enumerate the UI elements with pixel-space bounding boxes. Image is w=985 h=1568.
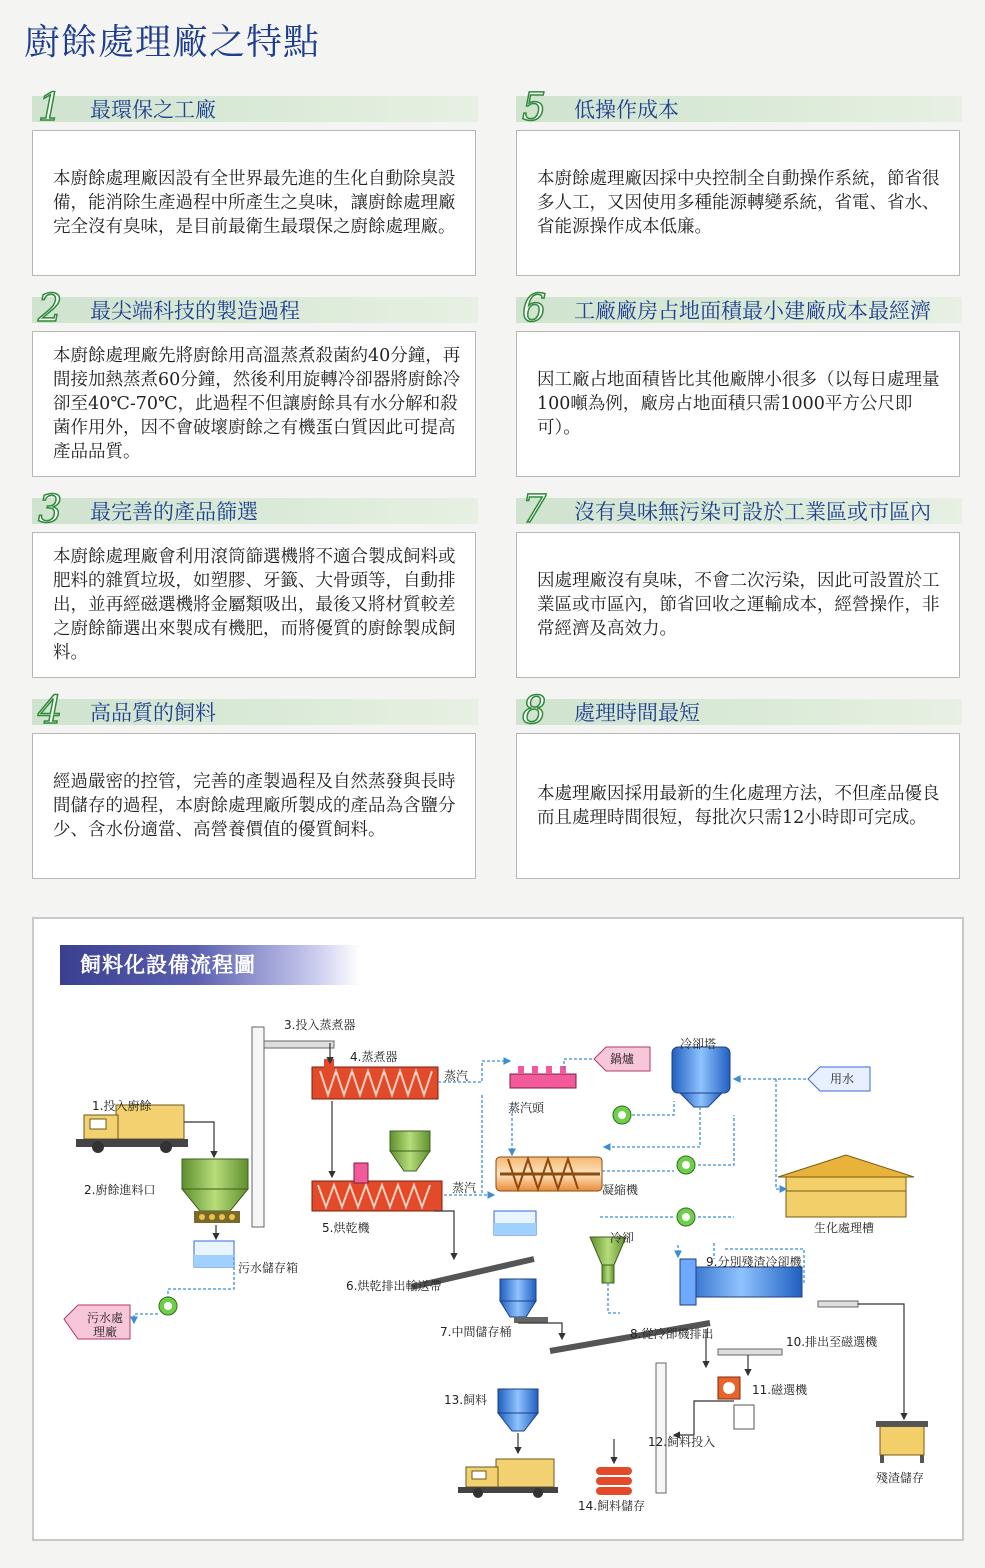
step-6-label: 6.烘乾排出輸送帶 (346, 1279, 442, 1293)
pump-icon (677, 1208, 695, 1226)
bio-tank-label: 生化處理槽 (814, 1221, 875, 1235)
feature-text: 本廚餘處理廠因採中央控制全自動操作系統，節省很多人工，又因使用多種能源轉變系統，省電、省水、省能源操作成本低廉。 (537, 169, 940, 237)
feature-number: 6 (522, 286, 547, 330)
steam-head-label: 蒸汽頭 (508, 1101, 545, 1115)
cooling-tower-icon (672, 1047, 730, 1107)
feature-number: 3 (38, 487, 63, 531)
feed-hopper-icon (182, 1159, 248, 1223)
condenser-icon (496, 1157, 602, 1191)
feature-text: 因處理廠沒有臭味，不會二次污染，因此可設置於工業區或市區內，節省回收之運輸成本，經營操作，非常經濟及高效力。 (537, 571, 940, 639)
feature-box (32, 331, 476, 477)
feature-title: 高品質的飼料 (90, 701, 216, 725)
feature-text: 本處理廠因採用最新的生化處理方法，不但產品優良而且處理時間很短，每批次只需12小時即可完成。 (537, 784, 940, 828)
cooling-tower-label: 冷卻塔 (680, 1037, 717, 1051)
sewage-plant-tag: 污水處理廠 (86, 1311, 123, 1339)
step-4-label: 4.蒸煮器 (350, 1050, 398, 1064)
feature-text: 本廚餘處理廠先將廚餘用高溫蒸煮殺菌約40分鐘，再間接加熱蒸煮60分鐘，然後利用旋轉冷卻器將廚餘冷卻至40℃-70℃，此過程不但讓廚餘具有水分解和殺菌作用外，因不會破壞廚餘之有機蛋白質因此可提高產品品質。 (53, 346, 461, 462)
step-9-label: 9.分別殘渣冷卻機 (706, 1255, 802, 1269)
cool-label: 冷卻 (610, 1231, 635, 1245)
feature-box (516, 733, 960, 879)
steam-head-icon (510, 1066, 576, 1088)
feature-8 (516, 688, 962, 828)
feature-3 (32, 487, 478, 663)
step-14-label: 14.飼料儲存 (578, 1499, 646, 1513)
steam-label-2: 蒸汽 (452, 1181, 477, 1195)
steamer-icon (312, 1059, 438, 1099)
feature-box (32, 532, 476, 678)
step-12-label: 12.飼料投入 (648, 1435, 716, 1449)
feature-title: 沒有臭味無污染可設於工業區或市區內 (574, 500, 931, 524)
feature-box (32, 733, 476, 879)
pump-icon (613, 1106, 631, 1124)
flow-diagram (32, 917, 964, 1541)
feature-number: 4 (38, 688, 63, 732)
feature-title: 低操作成本 (574, 98, 679, 122)
feature-title: 工廠廠房占地面積最小建廠成本最經濟 (574, 299, 931, 323)
step-3-label: 3.投入蒸煮器 (284, 1018, 356, 1032)
feature-title: 處理時間最短 (574, 701, 700, 725)
residue-cart-icon (876, 1421, 928, 1463)
residue-store-label: 殘渣儲存 (876, 1471, 925, 1485)
feature-box (516, 331, 960, 477)
feature-5 (516, 85, 962, 237)
step-7-label: 7.中間儲存桶 (440, 1325, 512, 1339)
condenser-label: 凝縮機 (602, 1183, 639, 1197)
feature-title: 最環保之工廠 (90, 98, 216, 122)
pump-icon (159, 1297, 177, 1315)
feature-number: 8 (522, 688, 547, 732)
step-13-label: 13.飼料 (444, 1393, 488, 1407)
feature-number: 2 (38, 286, 63, 330)
feature-number: 7 (522, 487, 547, 531)
feature-4 (32, 688, 478, 840)
feature-text: 經過嚴密的控管，完善的產製過程及自然蒸發與長時間儲存的過程，本廚餘處理廠所製成的產品為含鹽分少、含水份適當、高營養價值的優質飼料。 (53, 772, 456, 840)
feature-1 (32, 85, 478, 237)
bio-tank-icon (778, 1155, 914, 1217)
steam-label-1: 蒸汽 (444, 1069, 469, 1083)
diagram-title: 飼料化設備流程圖 (80, 953, 256, 977)
feature-title: 最尖端科技的製造過程 (90, 299, 300, 323)
sewage-tank-label: 污水儲存箱 (238, 1261, 299, 1275)
page-title: 廚餘處理廠之特點 (24, 22, 321, 63)
feature-text: 因工廠占地面積皆比其他廠牌小很多（以每日處理量100噸為例，廠房占地面積只需1000平方公尺即可）。 (537, 370, 940, 438)
feature-text: 本廚餘處理廠因設有全世界最先進的生化自動除臭設備，能消除生產過程中所產生之臭味，讓廚餘處理廠完全沒有臭味，是目前最衛生最環保之廚餘處理廠。 (53, 169, 456, 237)
step-8-label: 8.從冷卻機排出 (630, 1327, 714, 1341)
step-5-label: 5.烘乾機 (322, 1221, 370, 1235)
feature-title: 最完善的產品篩選 (90, 500, 258, 524)
step-11-label: 11.磁選機 (752, 1383, 808, 1397)
feature-text: 本廚餘處理廠會利用滾筒篩選機將不適合製成飼料或肥料的雜質垃圾，如塑膠、牙籤、大骨頭等，自動排出，並再經磁選機將金屬類吸出，最後又將材質較差之廚餘篩選出來製成有機肥，而將優質的廚餘製成飼料。 (53, 547, 456, 663)
water-tag: 用水 (830, 1072, 855, 1086)
feature-7 (516, 487, 962, 639)
feature-number: 1 (38, 85, 63, 129)
pump-icon (677, 1156, 695, 1174)
feature-box (516, 130, 960, 276)
boiler-tag: 鍋爐 (610, 1052, 635, 1066)
feature-6 (516, 286, 962, 438)
feature-2 (32, 286, 478, 462)
step-10-label: 10.排出至磁選機 (786, 1335, 878, 1349)
step-1-label: 1.投入廚餘 (92, 1099, 152, 1113)
step-2-label: 2.廚餘進料口 (84, 1183, 156, 1197)
feature-box (516, 532, 960, 678)
feed-bags-icon (596, 1467, 632, 1495)
feature-number: 5 (522, 85, 547, 129)
feature-box (32, 130, 476, 276)
feed-truck-icon (458, 1459, 558, 1498)
